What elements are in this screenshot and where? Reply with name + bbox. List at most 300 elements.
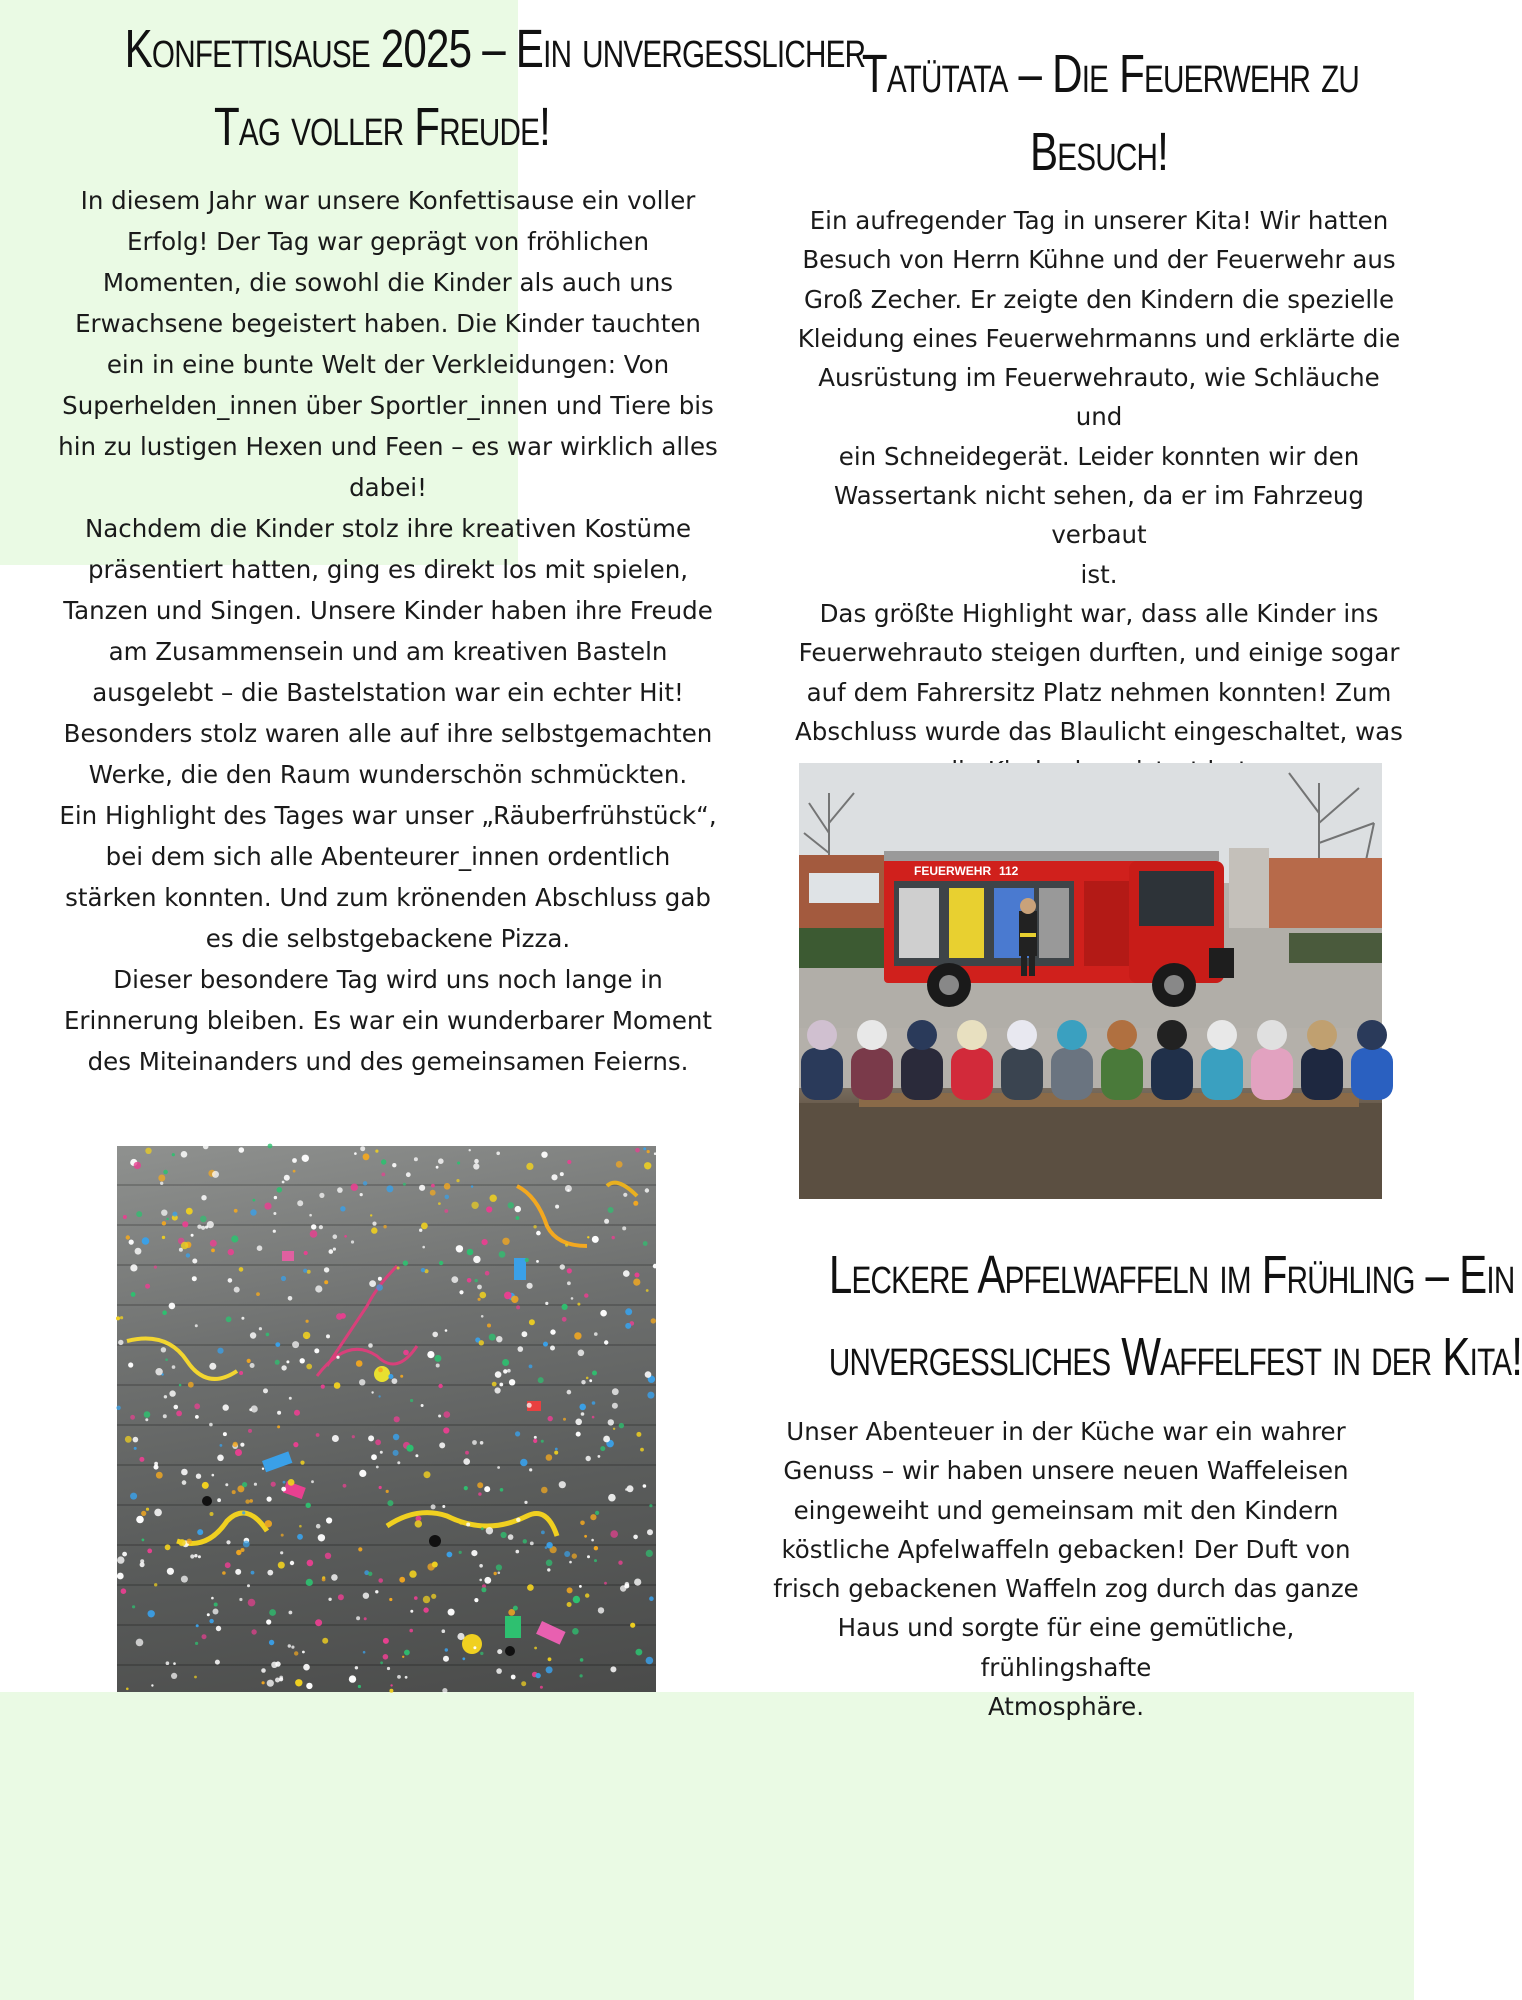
child-hat [857, 1020, 887, 1050]
confetti-dot [359, 1379, 365, 1385]
confetti-dot [217, 1498, 221, 1502]
confetti-dot [584, 1293, 588, 1297]
confetti-dot [567, 1587, 573, 1593]
confetti-dot [592, 1401, 596, 1405]
confetti-dot [269, 1609, 276, 1616]
confetti-dot [259, 1327, 262, 1330]
confetti-dot [536, 1231, 541, 1236]
confetti-dot [156, 1472, 163, 1479]
confetti-dot [536, 1260, 539, 1263]
confetti-dot [565, 1244, 568, 1247]
confetti-dot [576, 1432, 581, 1437]
confetti-dot [378, 1368, 383, 1373]
confetti-dot [471, 1550, 477, 1556]
body-line: Wassertank nicht sehen, da er im Fahrzeug verbaut [834, 481, 1364, 550]
confetti-dot [121, 1588, 127, 1594]
confetti-dot [541, 1440, 544, 1443]
confetti-dot [485, 1271, 490, 1276]
confetti-dot [267, 1570, 273, 1576]
confetti-dot [423, 1607, 428, 1612]
confetti-dot [586, 1456, 591, 1461]
confetti-dot [422, 1246, 425, 1249]
confetti-dot [295, 1679, 302, 1686]
confetti-dot [162, 1236, 165, 1239]
body-line: Feuerwehrauto steigen durften, und einige sogar [798, 638, 1400, 668]
body-line: ein in eine bunte Welt der Verkleidungen: Von [106, 350, 670, 379]
confetti-dot [462, 1657, 465, 1660]
confetti-dot [306, 1364, 312, 1370]
confetti-dot [209, 1423, 213, 1427]
confetti-dot [397, 1675, 401, 1679]
confetti-dot [262, 1681, 265, 1684]
confetti-dot [181, 1151, 188, 1158]
confetti-dot [275, 1360, 280, 1365]
confetti-dot [202, 1634, 207, 1639]
confetti-dot [277, 1411, 281, 1415]
confetti-dot [234, 1209, 238, 1213]
confetti-dot [145, 1284, 150, 1289]
body-line: Ausrüstung im Feuerwehrauto, wie Schläuche und [818, 363, 1380, 432]
confetti-dot [410, 1399, 413, 1402]
confetti-dot [212, 1474, 215, 1477]
confetti-dot [393, 1450, 399, 1456]
confetti-dot [636, 1649, 643, 1656]
confetti-dot [415, 1454, 418, 1457]
confetti-dot [261, 1668, 266, 1673]
confetti-dot [406, 1172, 411, 1177]
confetti-dot [447, 1552, 453, 1558]
confetti-dot [405, 1676, 408, 1679]
confetti-dot [515, 1206, 521, 1212]
child-hat [957, 1020, 987, 1050]
confetti-dot [147, 1549, 152, 1554]
confetti-dot [521, 1681, 526, 1686]
confetti-dot [216, 1626, 221, 1631]
body-line: frisch gebackenen Waffeln zog durch das ganze [773, 1574, 1359, 1604]
confetti-dot [592, 1371, 597, 1376]
confetti-dot [146, 1508, 149, 1511]
confetti-dot [516, 1305, 520, 1309]
body-line: präsentiert hatten, ging es direkt los mit spielen, [87, 555, 689, 584]
confetti-dot [217, 1455, 224, 1462]
confetti-dot [472, 1440, 477, 1445]
confetti-dot [456, 1179, 459, 1182]
confetti-dot [379, 1486, 382, 1489]
confetti-dot [211, 1597, 214, 1600]
confetti-dot [482, 1239, 488, 1245]
child-hat [1357, 1020, 1387, 1050]
confetti-dot [154, 1583, 157, 1586]
confetti-dot [567, 1160, 571, 1164]
confetti-dot [181, 1576, 188, 1583]
confetti-dot [380, 1451, 383, 1454]
confetti-dot [307, 1270, 311, 1274]
confetti-dot [633, 1535, 638, 1540]
confetti-dot [328, 1598, 331, 1601]
confetti-dot [334, 1382, 341, 1389]
confetti-dot [604, 1219, 609, 1224]
confetti-dot [457, 1633, 464, 1640]
confetti-dot [654, 1152, 657, 1155]
confetti-dot [478, 1492, 481, 1495]
confetti-dot [499, 1383, 503, 1387]
confetti-dot [647, 1392, 654, 1399]
confetti-dot [495, 1371, 502, 1378]
body-line: Tanzen und Singen. Unsere Kinder haben ihre Freude [63, 596, 713, 625]
confetti-dot [311, 1224, 316, 1229]
confetti-dot [280, 1551, 283, 1554]
child-jacket [1251, 1048, 1293, 1100]
confetti-dot [271, 1482, 276, 1487]
confetti-dot [594, 1332, 598, 1336]
body-line: Erwachsene begeistert haben. Die Kinder tauchten [75, 309, 701, 338]
confetti-dot [567, 1268, 572, 1273]
confetti-dot [589, 1379, 592, 1382]
confetti-dot [496, 1668, 502, 1674]
title-line: Tag voller Freude! [213, 97, 551, 157]
confetti-dot [363, 1153, 370, 1160]
confetti-dot [160, 1182, 163, 1185]
confetti-dot [165, 1358, 168, 1361]
confetti-dot [529, 1468, 532, 1471]
confetti-dot [533, 1225, 536, 1228]
confetti-dot [209, 1363, 216, 1370]
confetti-dot [300, 1461, 304, 1465]
body-line: hin zu lustigen Hexen und Feen – es war wirklich alles [58, 432, 718, 461]
confetti-dot [207, 1613, 210, 1616]
confetti-dot [623, 1270, 630, 1277]
confetti-dot [139, 1457, 144, 1462]
confetti-dot [203, 1144, 209, 1150]
confetti-dot [543, 1342, 548, 1347]
confetti-dot [226, 1316, 232, 1322]
confetti-dot [375, 1590, 378, 1593]
confetti-dot [594, 1559, 597, 1562]
confetti-dot [340, 1206, 345, 1211]
confetti-dot [608, 1419, 614, 1425]
confetti-dot [383, 1654, 389, 1660]
confetti-dot [580, 1674, 583, 1677]
confetti-dot [141, 1511, 146, 1516]
confetti-dot [195, 1642, 198, 1645]
confetti-dot [625, 1323, 631, 1329]
confetti-dot [390, 1684, 392, 1686]
confetti-dot [592, 1416, 595, 1419]
body-line: ein Schneidegerät. Leider konnten wir den [838, 441, 1360, 471]
confetti-dot [136, 1211, 142, 1217]
confetti-dot [436, 1166, 439, 1169]
child-jacket [901, 1048, 943, 1100]
confetti-dot [125, 1436, 132, 1443]
body-line: Ein aufregender Tag in unserer Kita! Wir hatten [809, 206, 1389, 235]
confetti-dot [145, 1148, 151, 1154]
confetti-dot [530, 1542, 534, 1546]
confetti-dot [598, 1455, 601, 1458]
confetti-dot [225, 1562, 231, 1568]
confetti-dot [526, 1163, 533, 1170]
child-jacket [1351, 1048, 1393, 1100]
confetti-dot [243, 1541, 250, 1548]
confetti-dot [376, 1284, 383, 1291]
confetti-dot [494, 1572, 497, 1575]
confetti-dot [511, 1675, 516, 1680]
confetti-dot [161, 1347, 166, 1352]
confetti-dot [164, 1395, 167, 1398]
confetti-dot [197, 1529, 203, 1535]
confetti-dot [456, 1245, 463, 1252]
confetti-dot [144, 1411, 151, 1418]
confetti-dot [288, 1479, 295, 1486]
confetti-dot [176, 1411, 182, 1417]
confetti-dot [220, 1444, 223, 1447]
green-background-bottom [0, 1692, 1414, 2000]
confetti-dot [269, 1640, 274, 1645]
confetti-dot [524, 1501, 527, 1504]
confetti-dot [126, 1688, 129, 1691]
confetti-dot [547, 1568, 550, 1571]
confetti-dot [600, 1310, 607, 1317]
confetti-dot [646, 1289, 649, 1292]
confetti-dot [444, 1411, 451, 1418]
confetti-dot [546, 1666, 553, 1673]
child-hat [1007, 1020, 1037, 1050]
confetti-dot [289, 1397, 292, 1400]
confetti-dot [181, 1469, 188, 1476]
body-line: des Miteinanders und des gemeinsamen Feierns. [87, 1047, 689, 1076]
confetti-dot [443, 1656, 449, 1662]
confetti-dot [284, 1175, 290, 1181]
confetti-dot [586, 1377, 589, 1380]
confetti-dot [292, 1158, 297, 1163]
confetti-dot [217, 1348, 223, 1354]
confetti-dot [479, 1579, 482, 1582]
confetti-dot [564, 1551, 570, 1557]
confetti-dot [322, 1578, 326, 1582]
confetti-dot [228, 1278, 233, 1283]
confetti-dot [431, 1504, 436, 1509]
confetti-dot [423, 1596, 430, 1603]
confetti-dot [266, 1619, 271, 1624]
confetti-dot [481, 1527, 484, 1530]
body-line: Superhelden_innen über Sportler_innen und Tiere bis [62, 391, 714, 420]
confetti-dot [529, 1319, 535, 1325]
confetti-dot [600, 1446, 605, 1451]
confetti-dot [414, 1157, 418, 1161]
confetti-dot [240, 1443, 244, 1447]
confetti-dot [222, 1571, 226, 1575]
confetti-dot [608, 1494, 616, 1502]
confetti-dot [467, 1249, 474, 1256]
confetti-dot [273, 1212, 276, 1215]
confetti-dot [250, 1332, 256, 1338]
confetti-dot [371, 1227, 377, 1233]
confetti-dot [406, 1445, 413, 1452]
confetti-dot [167, 1568, 174, 1575]
confetti-dot [516, 1518, 520, 1522]
confetti-dot [481, 1315, 484, 1318]
confetti-dot [340, 1313, 346, 1319]
confetti-dot [480, 1441, 484, 1445]
confetti-dot [326, 1517, 332, 1523]
confetti-dot [567, 1281, 571, 1285]
body-line: Abschluss wurde das Blaulicht eingeschaltet, was [795, 716, 1403, 746]
confetti-dot [251, 1629, 256, 1634]
confetti-dot [598, 1607, 604, 1613]
body-line: am Zusammensein und am kreativen Basteln [108, 637, 668, 666]
confetti-dot [181, 1242, 188, 1249]
confetti-dot [235, 1449, 242, 1456]
confetti-dot [436, 1364, 440, 1368]
confetti-dot [210, 1240, 217, 1247]
confetti-dot [562, 1304, 568, 1310]
confetti-dot [349, 1675, 356, 1682]
confetti-dot [507, 1369, 511, 1373]
confetti-dot [174, 1405, 179, 1410]
confetti-dot [492, 1382, 497, 1387]
confetti-dot [624, 1584, 629, 1589]
confetti-dot [619, 1423, 624, 1428]
confetti-dot [431, 1184, 435, 1188]
confetti-dot [372, 1222, 376, 1226]
confetti-dot [376, 1466, 379, 1469]
confetti-dot [343, 1484, 347, 1488]
child-hat [1107, 1020, 1137, 1050]
confetti-dot [653, 1264, 658, 1269]
confetti-dot [172, 1212, 177, 1217]
confetti-dot [303, 1269, 307, 1273]
confetti-dot [508, 1534, 514, 1540]
confetti-dot [400, 1375, 403, 1378]
confetti-dot [545, 1302, 548, 1305]
confetti-dot [438, 1384, 442, 1388]
confetti-dot [383, 1225, 386, 1228]
confetti-dot [591, 1539, 594, 1542]
confetti-dot [387, 1667, 390, 1670]
confetti-dot [496, 1564, 502, 1570]
confetti-dot [172, 1153, 175, 1156]
confetti-dot [239, 1267, 244, 1272]
confetti-dot [288, 1644, 291, 1647]
confetti-dot [518, 1346, 524, 1352]
confetti-dot [326, 1334, 330, 1338]
confetti-dot [389, 1689, 393, 1693]
confetti-dot [154, 1465, 159, 1470]
confetti-dot [410, 1610, 413, 1613]
confetti-dot [562, 1317, 567, 1322]
confetti-dot [604, 1582, 607, 1585]
child-jacket [1201, 1048, 1243, 1100]
confetti-dot [344, 1235, 347, 1238]
confetti-dot [643, 1241, 648, 1246]
confetti-dot [192, 1276, 197, 1281]
confetti-dot [356, 1616, 360, 1620]
confetti-dot [533, 1439, 537, 1443]
confetti-dot [627, 1485, 634, 1492]
confetti-dot [646, 1657, 654, 1665]
confetti-dot [234, 1287, 240, 1293]
confetti-dot [245, 1499, 249, 1503]
confetti-dot [550, 1346, 555, 1351]
confetti-dot [592, 1236, 599, 1243]
body-line: auf dem Fahrersitz Platz nehmen konnten! Zum [806, 677, 1392, 707]
child-jacket [1301, 1048, 1343, 1100]
confetti-dot [179, 1539, 186, 1546]
confetti-dot [248, 1599, 256, 1607]
confetti-dot [489, 1334, 496, 1341]
confetti-dot [363, 1181, 367, 1185]
confetti-dot [116, 1316, 120, 1320]
confetti-dot [231, 1235, 238, 1242]
confetti-dot [646, 1550, 653, 1557]
title-line: Konfettisause 2025 – Ein unvergesslicher [124, 19, 866, 79]
confetti-dot [645, 1188, 649, 1192]
confetti-dot [195, 1415, 199, 1419]
confetti-dot [484, 1486, 490, 1492]
confetti-dot [195, 1324, 198, 1327]
confetti-dot [134, 1447, 137, 1450]
confetti-dot [474, 1159, 479, 1164]
confetti-dot [587, 1236, 589, 1238]
confetti-dot [172, 1365, 176, 1369]
body-line: Momenten, die sowohl die Kinder als auch uns [102, 268, 674, 297]
confetti-dot [304, 1251, 308, 1255]
confetti-dot [527, 1283, 533, 1289]
confetti-dot [498, 1572, 501, 1575]
confetti-dot [136, 1516, 144, 1524]
confetti-dot [359, 1470, 366, 1477]
confetti-dot [434, 1355, 441, 1362]
confetti-dot [478, 1298, 481, 1301]
confetti-dot [548, 1657, 552, 1661]
confetti-dot [463, 1458, 470, 1465]
title-line: Tatütata – Die Feuerwehr zu [861, 44, 1360, 104]
confetti-dot [358, 1547, 362, 1551]
confetti-dot [310, 1230, 318, 1238]
confetti-dot [438, 1415, 441, 1418]
confetti-dot [242, 1511, 245, 1514]
confetti-dot [131, 1292, 136, 1297]
fire-truck-illustration [799, 763, 1382, 1199]
confetti-dot [415, 1520, 422, 1527]
body-line: Werke, die den Raum wunderschön schmückten. [88, 760, 688, 789]
confetti-dot [126, 1235, 130, 1239]
confetti-dot [142, 1539, 145, 1542]
confetti-dot [387, 1500, 393, 1506]
confetti-dot [351, 1184, 358, 1191]
confetti-dot [196, 1624, 199, 1627]
confetti-dot [421, 1268, 425, 1272]
confetti-dot [194, 1554, 197, 1557]
confetti-dot [201, 1195, 206, 1200]
confetti-dot [281, 1534, 284, 1537]
confetti-dot [445, 1648, 448, 1651]
confetti-dot [622, 1226, 626, 1230]
confetti-dot [649, 1596, 654, 1601]
confetti-dot [464, 1486, 468, 1490]
confetti-dot [142, 1237, 150, 1245]
title-line: Leckere Apfelwaffeln im Frühling – Ein [828, 1245, 1515, 1305]
child-hat [907, 1020, 937, 1050]
confetti-dot [516, 1550, 520, 1554]
confetti-dot [442, 1629, 446, 1633]
confetti-dot [291, 1646, 294, 1649]
confetti-dot [409, 1570, 416, 1577]
confetti-dot [527, 1584, 534, 1591]
confetti-dot [625, 1308, 632, 1315]
confetti-dot [251, 1405, 258, 1412]
confetti-dot [618, 1561, 622, 1565]
confetti-dot [136, 1639, 144, 1647]
